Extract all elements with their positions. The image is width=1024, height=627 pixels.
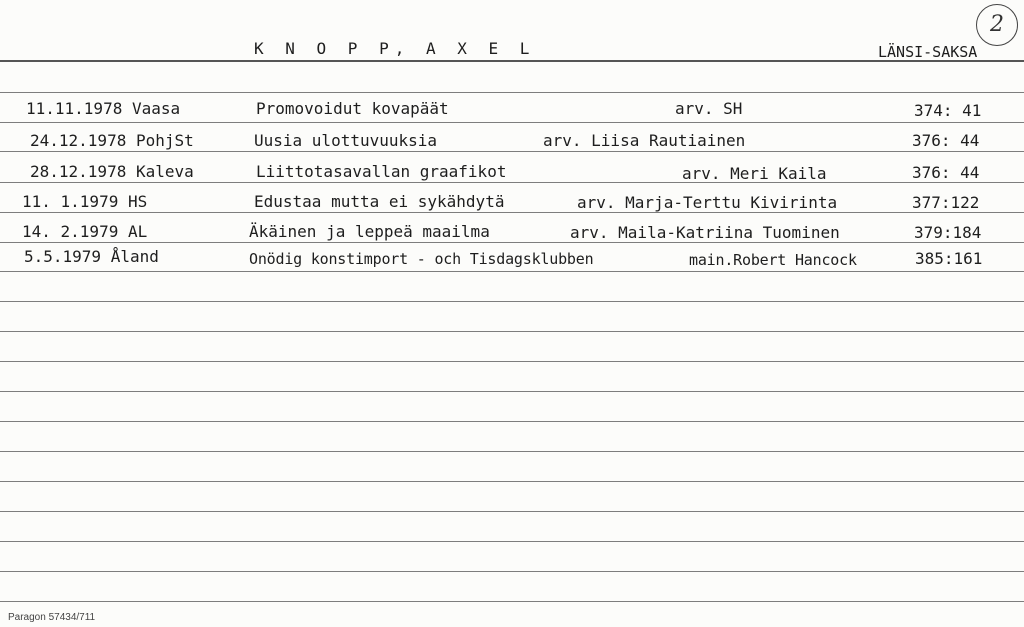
- entry-reviewer: arv. Marja-Terttu Kivirinta: [577, 193, 838, 212]
- ruled-line: [0, 571, 1024, 572]
- entry-date: 5.5.1979 Åland: [24, 247, 159, 266]
- header-rule: [0, 60, 1024, 62]
- entry-date: 14. 2.1979 AL: [22, 222, 148, 241]
- ruled-line: [0, 601, 1024, 602]
- country-label: LÄNSI-SAKSA: [878, 43, 978, 61]
- entry-ref: 376: 44: [912, 163, 980, 182]
- ruled-line: [0, 391, 1024, 392]
- entry-ref: 385:161: [915, 249, 983, 268]
- ruled-line: [0, 151, 1024, 152]
- ruled-line: [0, 212, 1024, 213]
- entry-date: 24.12.1978 PohjSt: [30, 131, 194, 150]
- entry-title: Promovoidut kovapäät: [256, 99, 449, 118]
- ruled-line: [0, 421, 1024, 422]
- ruled-line: [0, 301, 1024, 302]
- entry-date: 28.12.1978 Kaleva: [30, 162, 194, 181]
- ruled-line: [0, 182, 1024, 183]
- entry-reviewer: main.Robert Hancock: [689, 251, 857, 269]
- entry-title: Edustaa mutta ei sykähdytä: [254, 192, 505, 211]
- entry-ref: 374: 41: [914, 101, 982, 120]
- entry-ref: 376: 44: [912, 131, 980, 150]
- entry-ref: 379:184: [914, 223, 982, 242]
- ruled-line: [0, 122, 1024, 123]
- entry-date: 11. 1.1979 HS: [22, 192, 148, 211]
- ruled-line: [0, 481, 1024, 482]
- entry-reviewer: arv. SH: [675, 99, 743, 118]
- entry-date: 11.11.1978 Vaasa: [26, 99, 181, 118]
- ruled-line: [0, 511, 1024, 512]
- print-footer: Paragon 57434/711: [8, 612, 96, 623]
- entry-reviewer: arv. Liisa Rautiainen: [543, 131, 746, 150]
- ruled-line: [0, 541, 1024, 542]
- ruled-line: [0, 361, 1024, 362]
- person-name: K N O P P, A X E L: [254, 39, 536, 58]
- entry-title: Liittotasavallan graafikot: [256, 162, 507, 181]
- ruled-line: [0, 331, 1024, 332]
- entry-ref: 377:122: [912, 193, 980, 212]
- ruled-line: [0, 451, 1024, 452]
- ruled-line: [0, 92, 1024, 93]
- entry-reviewer: arv. Meri Kaila: [682, 164, 827, 183]
- entry-title: Äkäinen ja leppeä maailma: [249, 222, 490, 241]
- entry-reviewer: arv. Maila-Katriina Tuominen: [570, 223, 840, 242]
- ruled-line: [0, 271, 1024, 272]
- card-number: 2: [976, 4, 1018, 46]
- entry-title: Onödig konstimport - och Tisdagsklubben: [249, 250, 594, 268]
- entry-title: Uusia ulottuvuuksia: [254, 131, 438, 150]
- ruled-line: [0, 242, 1024, 243]
